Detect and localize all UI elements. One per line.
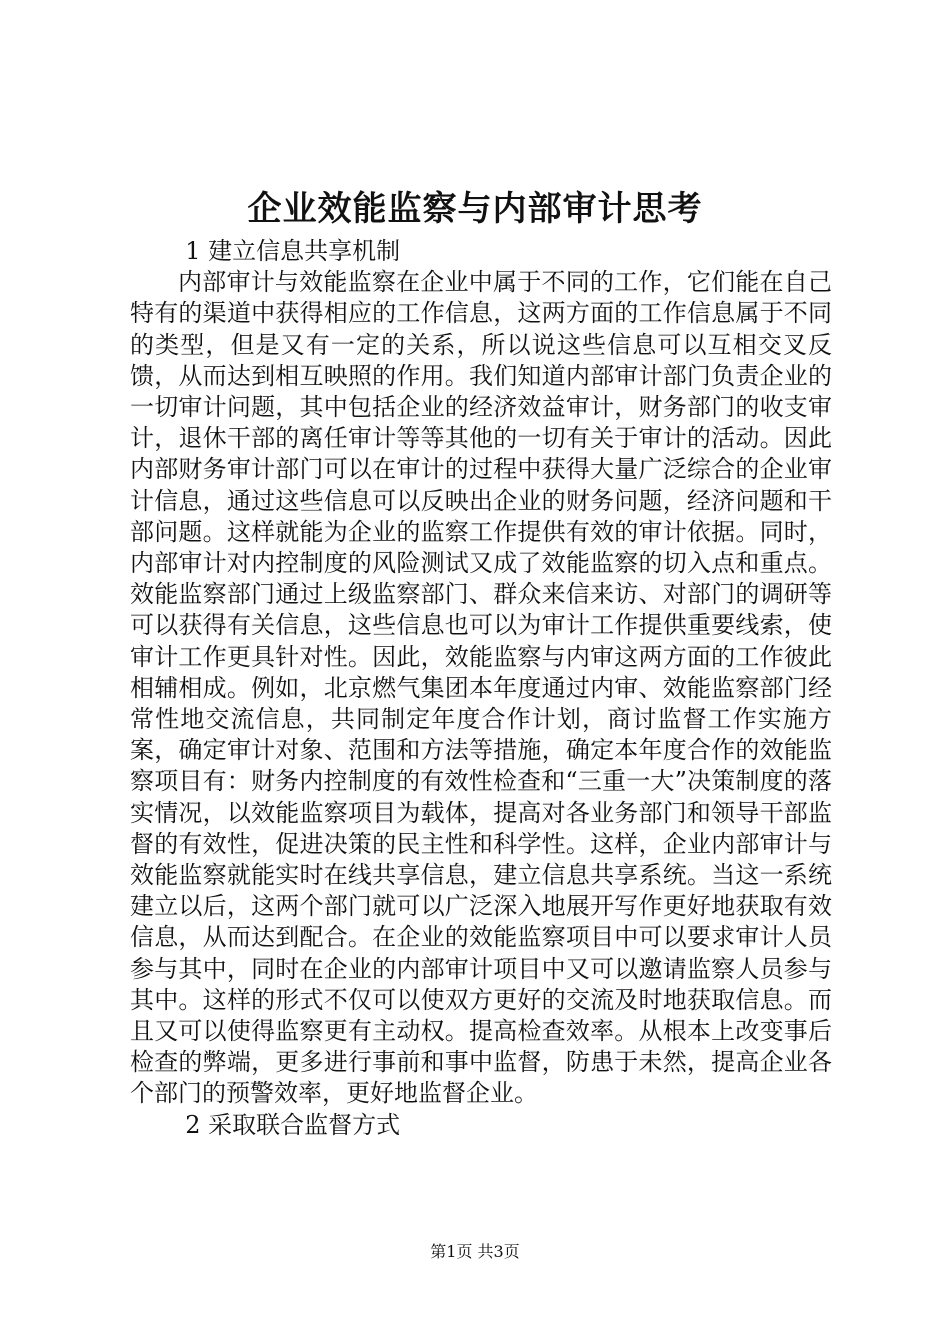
document-body	[130, 236, 832, 1141]
document-title: 企业效能监察与内部审计思考	[247, 189, 703, 229]
page-number-footer: 第1页 共3页	[430, 1242, 520, 1261]
body-paragraph-1: 内部审计与效能监察在企业中属于不同的工作，它们能在自己特有的渠道中获得相应的工作信息，这两方面的工作信息属于不同的类型，但是又有一定的关系，所以说这些信息可以互相交叉反馈，从而达到相互映照的作用。我们知道内部审计部门负责企业的一切审计问题，其中包括企业的经济效益审计，财务部门的收支审计，退休干部的离任审计等等其他的一切有关于审计的活动。因此内部财务审计部门可以在审计的过程中获得大量广泛综合的企业审计信息，通过这些信息可以反映出企业的财务问题，经济问题和干部问题。这样就能为企业的监察工作提供有效的审计依据。同时，内部审计对内控制度的风险测试又成了效能监察的切入点和重点。效能监察部门通过上级监察部门、群众来信来访、对部门的调研等可以获得有关信息，这些信息也可以为审计工作提供重要线索，使审计工作更具针对性。因此，效能监察与内审这两方面的工作彼此相辅相成。例如，北京燃气集团本年度通过内审、效能监察部门经常性地交流信息，共同制定年度合作计划，商讨监督工作实施方案，确定审计对象、范围和方法等措施，确定本年度合作的效能监察项目有：财务内控制度的有效性检查和“三重一大”决策制度的落实情况，以效能监察项目为载体，提高对各业务部门和领导干部监督的有效性，促进决策的民主性和科学性。这样，企业内部审计与效能监察就能实时在线共享信息，建立信息共享系统。当这一系统建立以后，这两个部门就可以广泛深入地展开写作更好地获取有效信息，从而达到配合。在企业的效能监察项目中可以要求审计人员参与其中，同时在企业的内部审计项目中又可以邀请监察人员参与其中。这样的形式不仅可以使双方更好的交流及时地获取信息。而且又可以使得监察更有主动权。提高检查效率。从根本上改变事后检查的弊端，更多进行事前和事中监督，防患于未然，提高企业各个部门的预警效率，更好地监督企业。	[130, 268, 832, 1108]
section-heading-2: 2 采取联合监督方式	[185, 1110, 401, 1139]
section-heading-1: 1 建立信息共享机制	[185, 237, 401, 265]
